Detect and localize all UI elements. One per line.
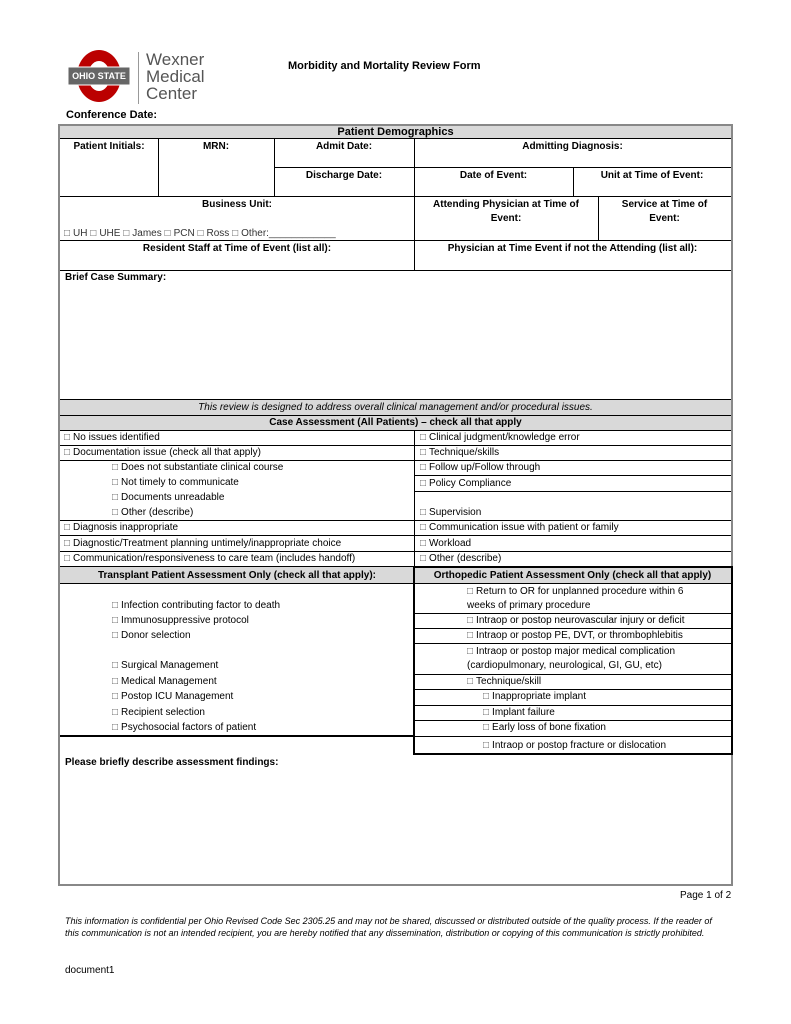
tp-infection[interactable]: □ Infection contributing factor to death: [112, 600, 280, 612]
tp-donor-selection[interactable]: □ Donor selection: [112, 630, 191, 642]
ca-communication-care-team[interactable]: □ Communication/responsiveness to care team (includes handoff): [64, 553, 355, 565]
attending-label-1: Attending Physician at Time of: [433, 199, 579, 210]
ca-documentation-issue[interactable]: □ Documentation issue (check all that apply): [64, 447, 261, 459]
ca-doc-unreadable[interactable]: □ Documents unreadable: [112, 492, 224, 504]
ca-doc-not-timely[interactable]: □ Not timely to communicate: [112, 477, 239, 489]
patient-initials-label: Patient Initials:: [73, 141, 145, 152]
ca-supervision[interactable]: □ Supervision: [420, 507, 481, 519]
brief-case-summary-label: Brief Case Summary:: [65, 272, 167, 283]
admitting-diagnosis-label: Admitting Diagnosis:: [522, 141, 623, 152]
ca-clinical-judgment[interactable]: □ Clinical judgment/knowledge error: [420, 432, 580, 444]
ca-doc-not-substantiate[interactable]: □ Does not substantiate clinical course: [112, 462, 283, 474]
logo-text: OHIO STATE: [72, 71, 126, 81]
business-option-uhe[interactable]: □ UHE: [90, 228, 120, 239]
ortho-title: Orthopedic Patient Assessment Only (check all that apply): [433, 570, 712, 581]
transplant-title: Transplant Patient Assessment Only (check all that apply):: [97, 570, 377, 581]
op-pe-dvt[interactable]: □ Intraop or postop PE, DVT, or thrombophlebitis: [467, 630, 683, 642]
op-fracture[interactable]: □ Intraop or postop fracture or dislocation: [483, 740, 666, 752]
ca-no-issues[interactable]: □ No issues identified: [64, 432, 160, 444]
service-label-1: Service at Time of: [621, 199, 708, 210]
business-option-ross[interactable]: □ Ross: [197, 228, 229, 239]
discharge-date-label: Discharge Date:: [305, 170, 383, 181]
tp-postop-icu[interactable]: □ Postop ICU Management: [112, 691, 233, 703]
op-implant-failure[interactable]: □ Implant failure: [483, 707, 555, 719]
case-assessment-title: Case Assessment (All Patients) – check all that apply: [269, 417, 522, 428]
demographics-title: Patient Demographics: [337, 126, 454, 138]
confidentiality-notice: This information is confidential per Ohio Revised Code Sec 2305.25 and may not be shared, discussed or distributed outside of the quality process. If the reader of this communication is not an intended recipient, you are hereby notified that any dissemination, distribution or copying of this communication is strictly prohibited.: [65, 916, 712, 938]
org-name-line-1: Wexner: [146, 50, 205, 69]
conference-date-label: Conference Date:: [66, 109, 158, 121]
osu-logo: [68, 48, 130, 104]
ca-communication-patient[interactable]: □ Communication issue with patient or family: [420, 522, 619, 534]
document-name: document1: [65, 965, 115, 976]
op-inappropriate-implant[interactable]: □ Inappropriate implant: [483, 691, 586, 703]
business-option-uh[interactable]: □ UH: [64, 228, 88, 239]
op-return-to-or-cont: weeks of primary procedure: [467, 600, 591, 611]
ca-doc-other[interactable]: □ Other (describe): [112, 507, 193, 519]
resident-staff-label: Resident Staff at Time of Event (list all):: [142, 243, 332, 254]
op-technique-skill[interactable]: □ Technique/skill: [467, 676, 541, 688]
unit-at-event-label: Unit at Time of Event:: [600, 170, 704, 181]
op-bone-fixation[interactable]: □ Early loss of bone fixation: [483, 722, 606, 734]
op-major-medical[interactable]: □ Intraop or postop major medical complication: [467, 646, 675, 658]
business-unit-label: Business Unit:: [201, 199, 272, 210]
service-label-2: Event:: [649, 213, 680, 224]
ca-follow-up[interactable]: □ Follow up/Follow through: [420, 462, 540, 474]
assessment-findings-label: Please briefly describe assessment findings:: [65, 757, 279, 768]
ca-workload[interactable]: □ Workload: [420, 538, 471, 550]
page-number: Page 1 of 2: [680, 890, 732, 901]
business-option-james[interactable]: □ James: [123, 228, 162, 239]
review-note: This review is designed to address overall clinical management and/or procedural issues.: [198, 402, 593, 413]
attending-label-2: Event:: [490, 213, 522, 224]
org-name-line-3: Center: [146, 84, 198, 103]
business-option-pcn[interactable]: □ PCN: [165, 228, 195, 239]
date-of-event-label: Date of Event:: [459, 170, 528, 181]
mrn-label: MRN:: [202, 141, 230, 152]
physician-not-attending-label: Physician at Time Event if not the Attending (list all):: [447, 243, 698, 254]
op-major-medical-cont: (cardiopulmonary, neurological, GI, GU, etc): [467, 660, 662, 671]
op-neurovascular[interactable]: □ Intraop or postop neurovascular injury or deficit: [467, 615, 685, 627]
ca-technique-skills[interactable]: □ Technique/skills: [420, 447, 499, 459]
form-title: Morbidity and Mortality Review Form: [288, 60, 481, 72]
admit-date-label: Admit Date:: [315, 141, 373, 152]
business-option-other[interactable]: □ Other:____________: [232, 228, 336, 239]
org-name-line-2: Medical: [146, 67, 205, 86]
tp-surgical-management[interactable]: □ Surgical Management: [112, 660, 218, 672]
tp-psychosocial[interactable]: □ Psychosocial factors of patient: [112, 722, 256, 734]
tp-medical-management[interactable]: □ Medical Management: [112, 676, 217, 688]
ca-planning-untimely[interactable]: □ Diagnostic/Treatment planning untimely/inappropriate choice: [64, 538, 341, 550]
op-return-to-or[interactable]: □ Return to OR for unplanned procedure within 6: [467, 586, 683, 598]
ca-diagnosis-inappropriate[interactable]: □ Diagnosis inappropriate: [64, 522, 178, 534]
tp-recipient-selection[interactable]: □ Recipient selection: [112, 707, 205, 719]
ca-policy-compliance[interactable]: □ Policy Compliance: [420, 478, 511, 490]
business-unit-options: [64, 228, 336, 240]
tp-immunosuppressive[interactable]: □ Immunosuppressive protocol: [112, 615, 249, 627]
ca-other[interactable]: □ Other (describe): [420, 553, 501, 565]
